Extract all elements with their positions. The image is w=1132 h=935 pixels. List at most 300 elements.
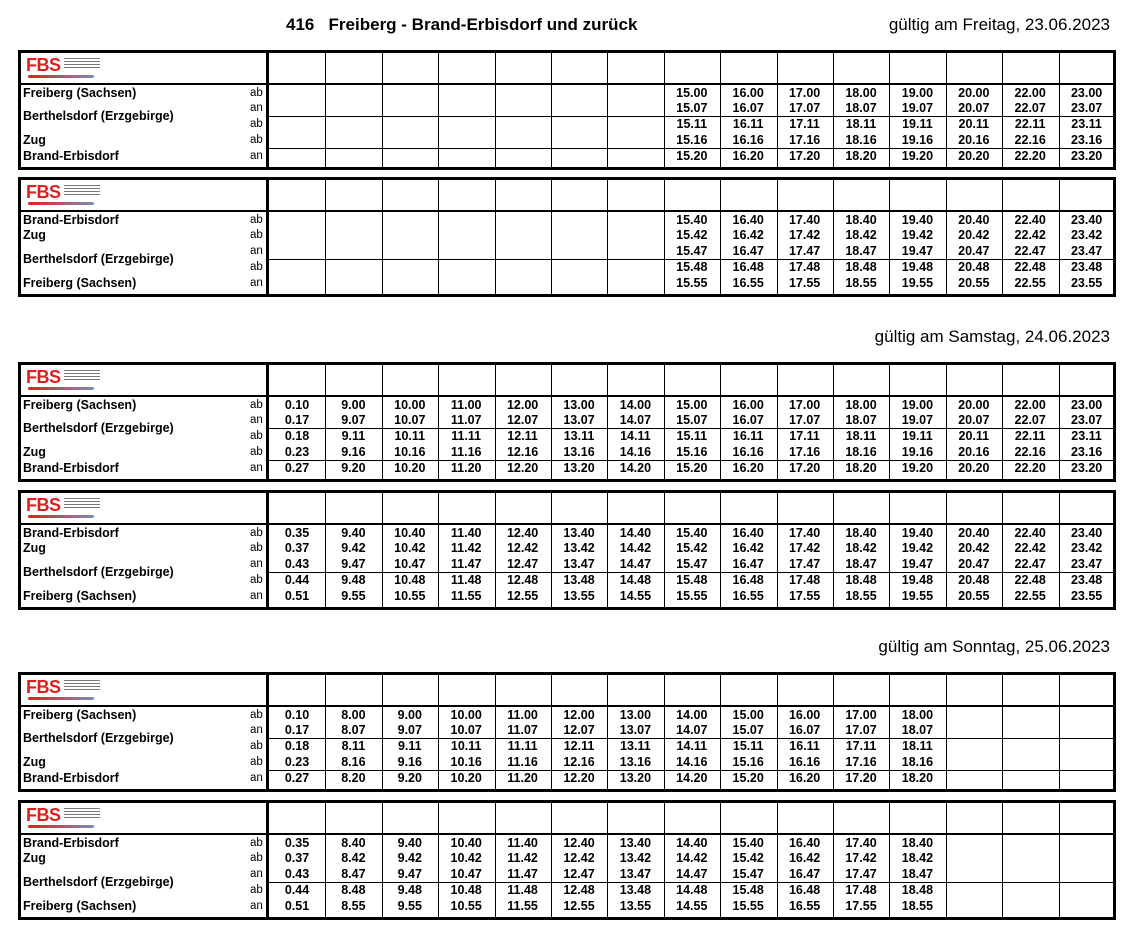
departure-time: 17.00: [788, 86, 821, 100]
departure-time: 20.42: [958, 228, 990, 242]
departure-time: 20.47: [958, 244, 990, 258]
departure-time: 15.48: [732, 883, 764, 897]
logo-tagline-lines: [64, 498, 100, 510]
departure-time: 15.07: [676, 101, 708, 115]
departure-time: 10.40: [394, 526, 426, 540]
departure-time: 22.20: [1014, 149, 1046, 163]
column-divider: [325, 180, 326, 294]
departure-time: 15.55: [676, 276, 708, 290]
departure-time: 0.35: [284, 836, 310, 850]
departure-time: 16.20: [732, 149, 764, 163]
column-divider: [438, 53, 439, 167]
fbs-logo: [24, 677, 104, 703]
departure-time: 19.42: [901, 228, 934, 242]
departure-time: 14.55: [619, 589, 652, 603]
arrival-departure-mark: an: [250, 245, 263, 257]
departure-time: 13.40: [563, 526, 595, 540]
departure-time: 23.47: [1070, 557, 1103, 571]
departure-time: 10.16: [450, 755, 482, 769]
column-divider: [551, 180, 552, 294]
arrival-departure-mark: an: [250, 900, 263, 912]
departure-time: 17.07: [788, 413, 821, 427]
departure-time: 9.20: [397, 771, 422, 785]
stop-name: Berthelsdorf (Erzgebirge): [23, 565, 174, 579]
departure-time: 16.20: [732, 461, 764, 475]
departure-time: 17.20: [788, 461, 821, 475]
departure-time: 18.55: [845, 589, 877, 603]
departure-time: 10.20: [450, 771, 482, 785]
departure-time: 23.47: [1070, 244, 1103, 258]
departure-time: 15.55: [676, 589, 708, 603]
stop-name: Zug: [23, 851, 46, 865]
departure-time: 11.42: [507, 851, 538, 865]
departure-time: 14.07: [619, 413, 652, 427]
departure-time: 19.00: [901, 86, 934, 100]
departure-time: 20.00: [958, 86, 990, 100]
arrival-departure-mark: ab: [250, 134, 263, 146]
departure-time: 19.16: [901, 445, 934, 459]
logo-text: FBS: [26, 677, 61, 697]
departure-time: 16.16: [788, 755, 821, 769]
departure-time: 18.42: [845, 541, 877, 555]
departure-time: 17.55: [788, 276, 821, 290]
departure-time: 11.55: [450, 589, 482, 603]
stop-name: Freiberg (Sachsen): [23, 86, 137, 100]
arrival-departure-mark: an: [250, 772, 263, 784]
departure-time: 16.40: [732, 213, 764, 227]
departure-time: 13.47: [563, 557, 595, 571]
arrival-departure-mark: ab: [250, 884, 263, 896]
departure-time: 19.47: [901, 557, 934, 571]
logo-swoosh: [28, 697, 94, 700]
departure-time: 0.27: [284, 771, 310, 785]
departure-time: 19.55: [901, 276, 934, 290]
departure-time: 11.40: [450, 526, 482, 540]
column-divider: [382, 53, 383, 167]
departure-time: 14.48: [676, 883, 708, 897]
departure-time: 9.55: [397, 899, 422, 913]
stop-name: Berthelsdorf (Erzgebirge): [23, 252, 174, 266]
departure-time: 14.07: [676, 723, 708, 737]
column-divider: [551, 53, 552, 167]
departure-time: 17.07: [845, 723, 877, 737]
departure-time: 20.11: [958, 429, 990, 443]
logo-swoosh: [28, 387, 94, 390]
departure-time: 23.48: [1070, 573, 1103, 587]
departure-time: 10.11: [394, 429, 426, 443]
departure-time: 14.11: [676, 739, 708, 753]
logo-text: FBS: [26, 182, 61, 202]
arrival-departure-mark: ab: [250, 740, 263, 752]
departure-time: 17.55: [845, 899, 877, 913]
departure-time: 17.42: [788, 541, 821, 555]
departure-time: 0.37: [284, 851, 310, 865]
departure-time: 11.48: [450, 573, 482, 587]
departure-time: 15.40: [676, 526, 708, 540]
departure-time: 8.16: [341, 755, 366, 769]
departure-time: 14.55: [676, 899, 708, 913]
column-divider: [607, 180, 608, 294]
departure-time: 18.55: [845, 276, 877, 290]
departure-time: 12.42: [563, 851, 595, 865]
departure-time: 0.37: [284, 541, 310, 555]
departure-time: 16.47: [732, 244, 764, 258]
header-divider: [21, 395, 1113, 397]
departure-time: 22.42: [1014, 228, 1046, 242]
departure-time: 10.48: [450, 883, 482, 897]
stop-name: Berthelsdorf (Erzgebirge): [23, 109, 174, 123]
departure-time: 11.47: [507, 867, 538, 881]
departure-time: 18.16: [901, 755, 934, 769]
arrival-departure-mark: ab: [250, 852, 263, 864]
departure-time: 19.40: [901, 213, 934, 227]
departure-time: 15.07: [676, 413, 708, 427]
departure-time: 10.48: [394, 573, 426, 587]
departure-time: 8.11: [341, 739, 366, 753]
departure-time: 9.11: [397, 739, 422, 753]
departure-time: 11.40: [507, 836, 538, 850]
departure-time: 12.11: [507, 429, 538, 443]
departure-time: 13.40: [619, 836, 652, 850]
departure-time: 16.11: [789, 739, 820, 753]
departure-time: 23.16: [1070, 445, 1103, 459]
departure-time: 11.11: [451, 429, 482, 443]
departure-time: 13.07: [563, 413, 595, 427]
departure-time: 10.00: [394, 398, 426, 412]
stop-name: Brand-Erbisdorf: [23, 771, 119, 785]
departure-time: 18.07: [901, 723, 934, 737]
departure-time: 22.16: [1014, 133, 1046, 147]
arrival-departure-mark: ab: [250, 118, 263, 130]
departure-time: 14.47: [619, 557, 652, 571]
departure-time: 9.55: [341, 589, 366, 603]
departure-time: 11.42: [450, 541, 482, 555]
return-timetable: [18, 177, 1116, 297]
fbs-logo: [24, 495, 104, 521]
logo-text: FBS: [26, 55, 61, 75]
departure-time: 16.48: [732, 260, 764, 274]
departure-time: 16.55: [732, 276, 764, 290]
departure-time: 17.47: [845, 867, 877, 881]
departure-time: 18.48: [901, 883, 934, 897]
departure-time: 20.48: [958, 573, 990, 587]
column-divider: [607, 53, 608, 167]
stop-name: Freiberg (Sachsen): [23, 708, 137, 722]
departure-time: 15.11: [676, 117, 708, 131]
departure-time: 15.48: [676, 573, 708, 587]
arrival-departure-mark: an: [250, 277, 263, 289]
departure-time: 20.47: [958, 557, 990, 571]
departure-time: 9.07: [341, 413, 366, 427]
departure-time: 22.20: [1014, 461, 1046, 475]
departure-time: 8.20: [341, 771, 366, 785]
departure-time: 15.00: [732, 708, 764, 722]
departure-time: 15.16: [732, 755, 764, 769]
return-timetable: [18, 490, 1116, 610]
departure-time: 10.47: [450, 867, 482, 881]
departure-time: 15.42: [732, 851, 764, 865]
departure-time: 9.00: [397, 708, 422, 722]
departure-time: 20.07: [958, 101, 990, 115]
departure-time: 17.40: [788, 526, 821, 540]
departure-time: 14.20: [619, 461, 652, 475]
departure-time: 13.00: [619, 708, 652, 722]
column-divider: [382, 180, 383, 294]
logo-tagline-lines: [64, 370, 100, 382]
stop-name: Brand-Erbisdorf: [23, 149, 119, 163]
departure-time: 10.42: [450, 851, 482, 865]
departure-time: 20.00: [958, 398, 990, 412]
departure-time: 14.47: [676, 867, 708, 881]
departure-time: 12.07: [506, 413, 539, 427]
departure-time: 20.20: [958, 149, 990, 163]
validity-date: gültig am Freitag, 23.06.2023: [888, 15, 1110, 34]
departure-time: 22.11: [1014, 429, 1046, 443]
departure-time: 22.55: [1014, 589, 1046, 603]
header-divider: [21, 523, 1113, 525]
arrival-departure-mark: ab: [250, 709, 263, 721]
departure-time: 8.42: [341, 851, 366, 865]
departure-time: 18.47: [845, 557, 877, 571]
column-divider: [1059, 675, 1060, 789]
arrival-departure-mark: ab: [250, 399, 263, 411]
departure-time: 0.23: [284, 755, 310, 769]
departure-time: 10.07: [394, 413, 426, 427]
departure-time: 16.07: [732, 413, 764, 427]
arrival-departure-mark: an: [250, 724, 263, 736]
departure-time: 18.48: [845, 573, 877, 587]
departure-time: 11.11: [507, 739, 538, 753]
departure-time: 16.42: [788, 851, 821, 865]
departure-time: 15.42: [676, 541, 708, 555]
departure-time: 17.11: [845, 739, 877, 753]
outbound-timetable: [18, 50, 1116, 170]
departure-time: 12.47: [506, 557, 539, 571]
arrival-departure-mark: ab: [250, 446, 263, 458]
departure-time: 16.07: [732, 101, 764, 115]
departure-time: 17.20: [845, 771, 877, 785]
departure-time: 9.16: [341, 445, 366, 459]
departure-time: 15.20: [732, 771, 764, 785]
departure-time: 22.55: [1014, 276, 1046, 290]
logo-text: FBS: [26, 805, 61, 825]
departure-time: 22.48: [1014, 260, 1046, 274]
arrival-departure-mark: an: [250, 558, 263, 570]
departure-time: 18.42: [901, 851, 934, 865]
departure-time: 9.48: [397, 883, 422, 897]
departure-time: 17.20: [788, 149, 821, 163]
departure-time: 0.17: [284, 723, 310, 737]
departure-time: 15.00: [676, 86, 708, 100]
departure-time: 14.42: [676, 851, 708, 865]
departure-time: 15.40: [676, 213, 708, 227]
departure-time: 17.48: [788, 573, 821, 587]
departure-time: 13.48: [619, 883, 652, 897]
departure-time: 0.23: [284, 445, 310, 459]
logo-swoosh: [28, 75, 94, 78]
departure-time: 22.07: [1014, 101, 1046, 115]
departure-time: 15.16: [676, 445, 708, 459]
departure-time: 9.07: [397, 723, 422, 737]
departure-time: 18.11: [845, 429, 877, 443]
departure-time: 0.51: [284, 589, 310, 603]
stop-name: Brand-Erbisdorf: [23, 461, 119, 475]
departure-time: 14.20: [676, 771, 708, 785]
departure-time: 17.00: [845, 708, 877, 722]
departure-time: 9.16: [397, 755, 422, 769]
departure-time: 19.11: [902, 117, 933, 131]
stop-name: Brand-Erbisdorf: [23, 836, 119, 850]
departure-time: 19.20: [901, 149, 934, 163]
column-divider: [325, 53, 326, 167]
arrival-departure-mark: ab: [250, 430, 263, 442]
logo-tagline-lines: [64, 58, 100, 70]
fbs-logo: [24, 55, 104, 81]
departure-time: 8.55: [341, 899, 366, 913]
departure-time: 13.16: [619, 755, 652, 769]
departure-time: 23.00: [1070, 86, 1103, 100]
departure-time: 15.47: [732, 867, 764, 881]
stop-name: Freiberg (Sachsen): [23, 589, 137, 603]
column-divider: [1059, 803, 1060, 917]
arrival-departure-mark: ab: [250, 229, 263, 241]
departure-time: 12.00: [506, 398, 539, 412]
departure-time: 13.42: [619, 851, 652, 865]
departure-time: 12.55: [506, 589, 539, 603]
departure-time: 22.42: [1014, 541, 1046, 555]
departure-time: 15.00: [676, 398, 708, 412]
departure-time: 14.40: [619, 526, 652, 540]
departure-time: 10.16: [394, 445, 426, 459]
departure-time: 17.16: [788, 133, 821, 147]
departure-time: 22.47: [1014, 557, 1046, 571]
departure-time: 9.47: [341, 557, 366, 571]
departure-time: 22.47: [1014, 244, 1046, 258]
departure-time: 12.42: [506, 541, 539, 555]
departure-time: 8.40: [341, 836, 366, 850]
departure-time: 15.48: [676, 260, 708, 274]
departure-time: 23.07: [1070, 101, 1103, 115]
departure-time: 13.48: [563, 573, 595, 587]
departure-time: 8.48: [341, 883, 366, 897]
departure-time: 11.07: [507, 723, 538, 737]
header-divider: [21, 833, 1113, 835]
departure-time: 0.18: [284, 429, 310, 443]
column-divider: [438, 180, 439, 294]
departure-time: 18.20: [845, 149, 877, 163]
departure-time: 20.16: [958, 133, 990, 147]
column-divider: [946, 803, 947, 917]
stop-name: Brand-Erbisdorf: [23, 526, 119, 540]
departure-time: 22.00: [1014, 398, 1046, 412]
departure-time: 0.35: [284, 526, 310, 540]
departure-time: 10.00: [450, 708, 482, 722]
stop-name: Zug: [23, 445, 46, 459]
route-title: [286, 15, 637, 35]
departure-time: 23.07: [1070, 413, 1103, 427]
departure-time: 22.00: [1014, 86, 1046, 100]
departure-time: 16.20: [788, 771, 821, 785]
column-divider: [1002, 675, 1003, 789]
departure-time: 18.40: [845, 526, 877, 540]
column-divider: [495, 53, 496, 167]
logo-swoosh: [28, 825, 94, 828]
departure-time: 23.40: [1070, 213, 1103, 227]
departure-time: 16.47: [788, 867, 821, 881]
logo-swoosh: [28, 515, 94, 518]
departure-time: 19.07: [901, 101, 934, 115]
departure-time: 13.00: [563, 398, 595, 412]
departure-time: 18.48: [845, 260, 877, 274]
departure-time: 13.42: [563, 541, 595, 555]
departure-time: 16.00: [788, 708, 821, 722]
departure-time: 11.00: [450, 398, 482, 412]
departure-time: 0.18: [284, 739, 310, 753]
departure-time: 17.42: [788, 228, 821, 242]
departure-time: 14.40: [676, 836, 708, 850]
stop-name: Zug: [23, 541, 46, 555]
logo-tagline-lines: [64, 185, 100, 197]
route-name: Freiberg - Brand-Erbisdorf und zurück: [328, 15, 638, 34]
departure-time: 20.42: [958, 541, 990, 555]
departure-time: 18.11: [845, 117, 877, 131]
departure-time: 17.00: [788, 398, 821, 412]
stop-name: Zug: [23, 228, 46, 242]
departure-time: 18.20: [901, 771, 934, 785]
departure-time: 12.40: [506, 526, 539, 540]
departure-time: 14.00: [619, 398, 652, 412]
departure-time: 9.40: [341, 526, 366, 540]
arrival-departure-mark: ab: [250, 542, 263, 554]
departure-time: 11.00: [507, 708, 538, 722]
departure-time: 0.44: [284, 883, 310, 897]
stop-name: Berthelsdorf (Erzgebirge): [23, 731, 174, 745]
departure-time: 18.00: [845, 398, 877, 412]
departure-time: 13.47: [619, 867, 652, 881]
arrival-departure-mark: an: [250, 590, 263, 602]
departure-time: 9.48: [341, 573, 366, 587]
departure-time: 11.16: [507, 755, 538, 769]
departure-time: 18.47: [901, 867, 934, 881]
departure-time: 17.48: [845, 883, 877, 897]
departure-time: 16.07: [788, 723, 821, 737]
departure-time: 9.47: [397, 867, 422, 881]
departure-time: 18.00: [901, 708, 934, 722]
departure-time: 18.55: [901, 899, 934, 913]
stop-name: Berthelsdorf (Erzgebirge): [23, 421, 174, 435]
departure-time: 10.42: [394, 541, 426, 555]
header-divider: [21, 83, 1113, 85]
header-divider: [21, 210, 1113, 212]
departure-time: 15.16: [676, 133, 708, 147]
departure-time: 22.07: [1014, 413, 1046, 427]
departure-time: 9.00: [341, 398, 366, 412]
departure-time: 19.48: [901, 260, 934, 274]
arrival-departure-mark: ab: [250, 527, 263, 539]
departure-time: 15.20: [676, 461, 708, 475]
departure-time: 10.55: [450, 899, 482, 913]
departure-time: 13.11: [563, 429, 595, 443]
stop-name: Brand-Erbisdorf: [23, 213, 119, 227]
validity-date: gültig am Sonntag, 25.06.2023: [878, 637, 1110, 656]
departure-time: 11.07: [450, 413, 482, 427]
validity-date: gültig am Samstag, 24.06.2023: [874, 327, 1110, 346]
stop-name: Zug: [23, 133, 46, 147]
departure-time: 0.27: [284, 461, 310, 475]
arrival-departure-mark: an: [250, 462, 263, 474]
departure-time: 16.40: [788, 836, 821, 850]
departure-time: 20.40: [958, 526, 990, 540]
